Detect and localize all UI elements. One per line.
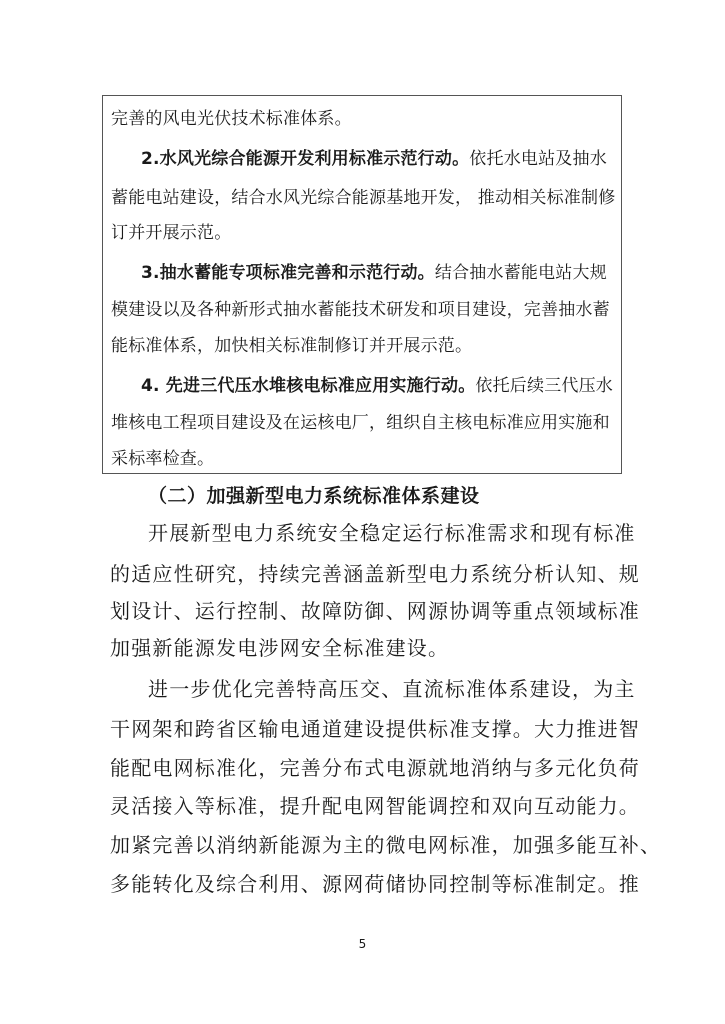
item-4-title: 4. 先进三代压水堆核电标准应用实施行动。 bbox=[141, 376, 476, 396]
box-item-4-line-1 bbox=[141, 376, 613, 396]
paragraph-2-line: 能配电网标准化，完善分布式电源就地消纳与多元化负荷 bbox=[110, 756, 640, 780]
page-number: 5 bbox=[358, 937, 367, 951]
paragraph-1-line: 开展新型电力系统安全稳定运行标准需求和现有标准 bbox=[148, 521, 636, 545]
box-item-2-line-1 bbox=[141, 149, 607, 169]
box-item-4-line-2: 堆核电工程项目建设及在运核电厂，组织自主核电标准应用实施和 bbox=[111, 413, 610, 433]
box-item-2-line-3: 订并开展示范。 bbox=[111, 223, 232, 243]
section-heading: （二）加强新型电力系统标准体系建设 bbox=[148, 485, 480, 507]
paragraph-2-line: 加紧完善以消纳新能源为主的微电网标准，加强多能互补、 bbox=[110, 833, 662, 857]
box-item-3-line-3: 能标准体系，加快相关标准制修订并开展示范。 bbox=[111, 336, 473, 356]
box-item-3-line-2: 模建设以及各种新形式抽水蓄能技术研发和项目建设，完善抽水蓄 bbox=[111, 300, 610, 320]
box-item-3-line-1 bbox=[141, 263, 607, 283]
paragraph-1-line: 的适应性研究，持续完善涵盖新型电力系统分析认知、规 bbox=[110, 562, 640, 586]
box-line: 完善的风电光伏技术标准体系。 bbox=[111, 109, 352, 129]
boxed-text-frame bbox=[102, 95, 622, 474]
item-2-text: 依托水电站及抽水 bbox=[469, 149, 607, 169]
paragraph-2-line: 灵活接入等标准，提升配电网智能调控和双向互动能力。 bbox=[110, 794, 640, 818]
paragraph-2-line: 干网架和跨省区输电通道建设提供标准支撑。大力推进智 bbox=[110, 717, 640, 741]
item-4-text: 依托后续三代压水 bbox=[475, 376, 614, 396]
item-3-title: 3.抽水蓄能专项标准完善和示范行动。 bbox=[141, 263, 435, 283]
item-3-text: 结合抽水蓄能电站大规 bbox=[434, 263, 607, 283]
paragraph-2-line: 多能转化及综合利用、源网荷储协同控制等标准制定。推 bbox=[110, 872, 640, 896]
box-item-2-line-2: 蓄能电站建设，结合水风光综合能源基地开发， 推动相关标准制修 bbox=[111, 188, 616, 208]
item-2-title: 2.水风光综合能源开发利用标准示范行动。 bbox=[141, 149, 470, 169]
box-item-4-line-3: 采标率检查。 bbox=[111, 449, 215, 469]
paragraph-2-line: 进一步优化完善特高压交、直流标准体系建设，为主 bbox=[148, 677, 636, 701]
paragraph-1-line: 划设计、运行控制、故障防御、网源协调等重点领域标准 bbox=[110, 599, 640, 623]
paragraph-1-line: 加强新能源发电涉网安全标准建设。 bbox=[110, 636, 450, 660]
